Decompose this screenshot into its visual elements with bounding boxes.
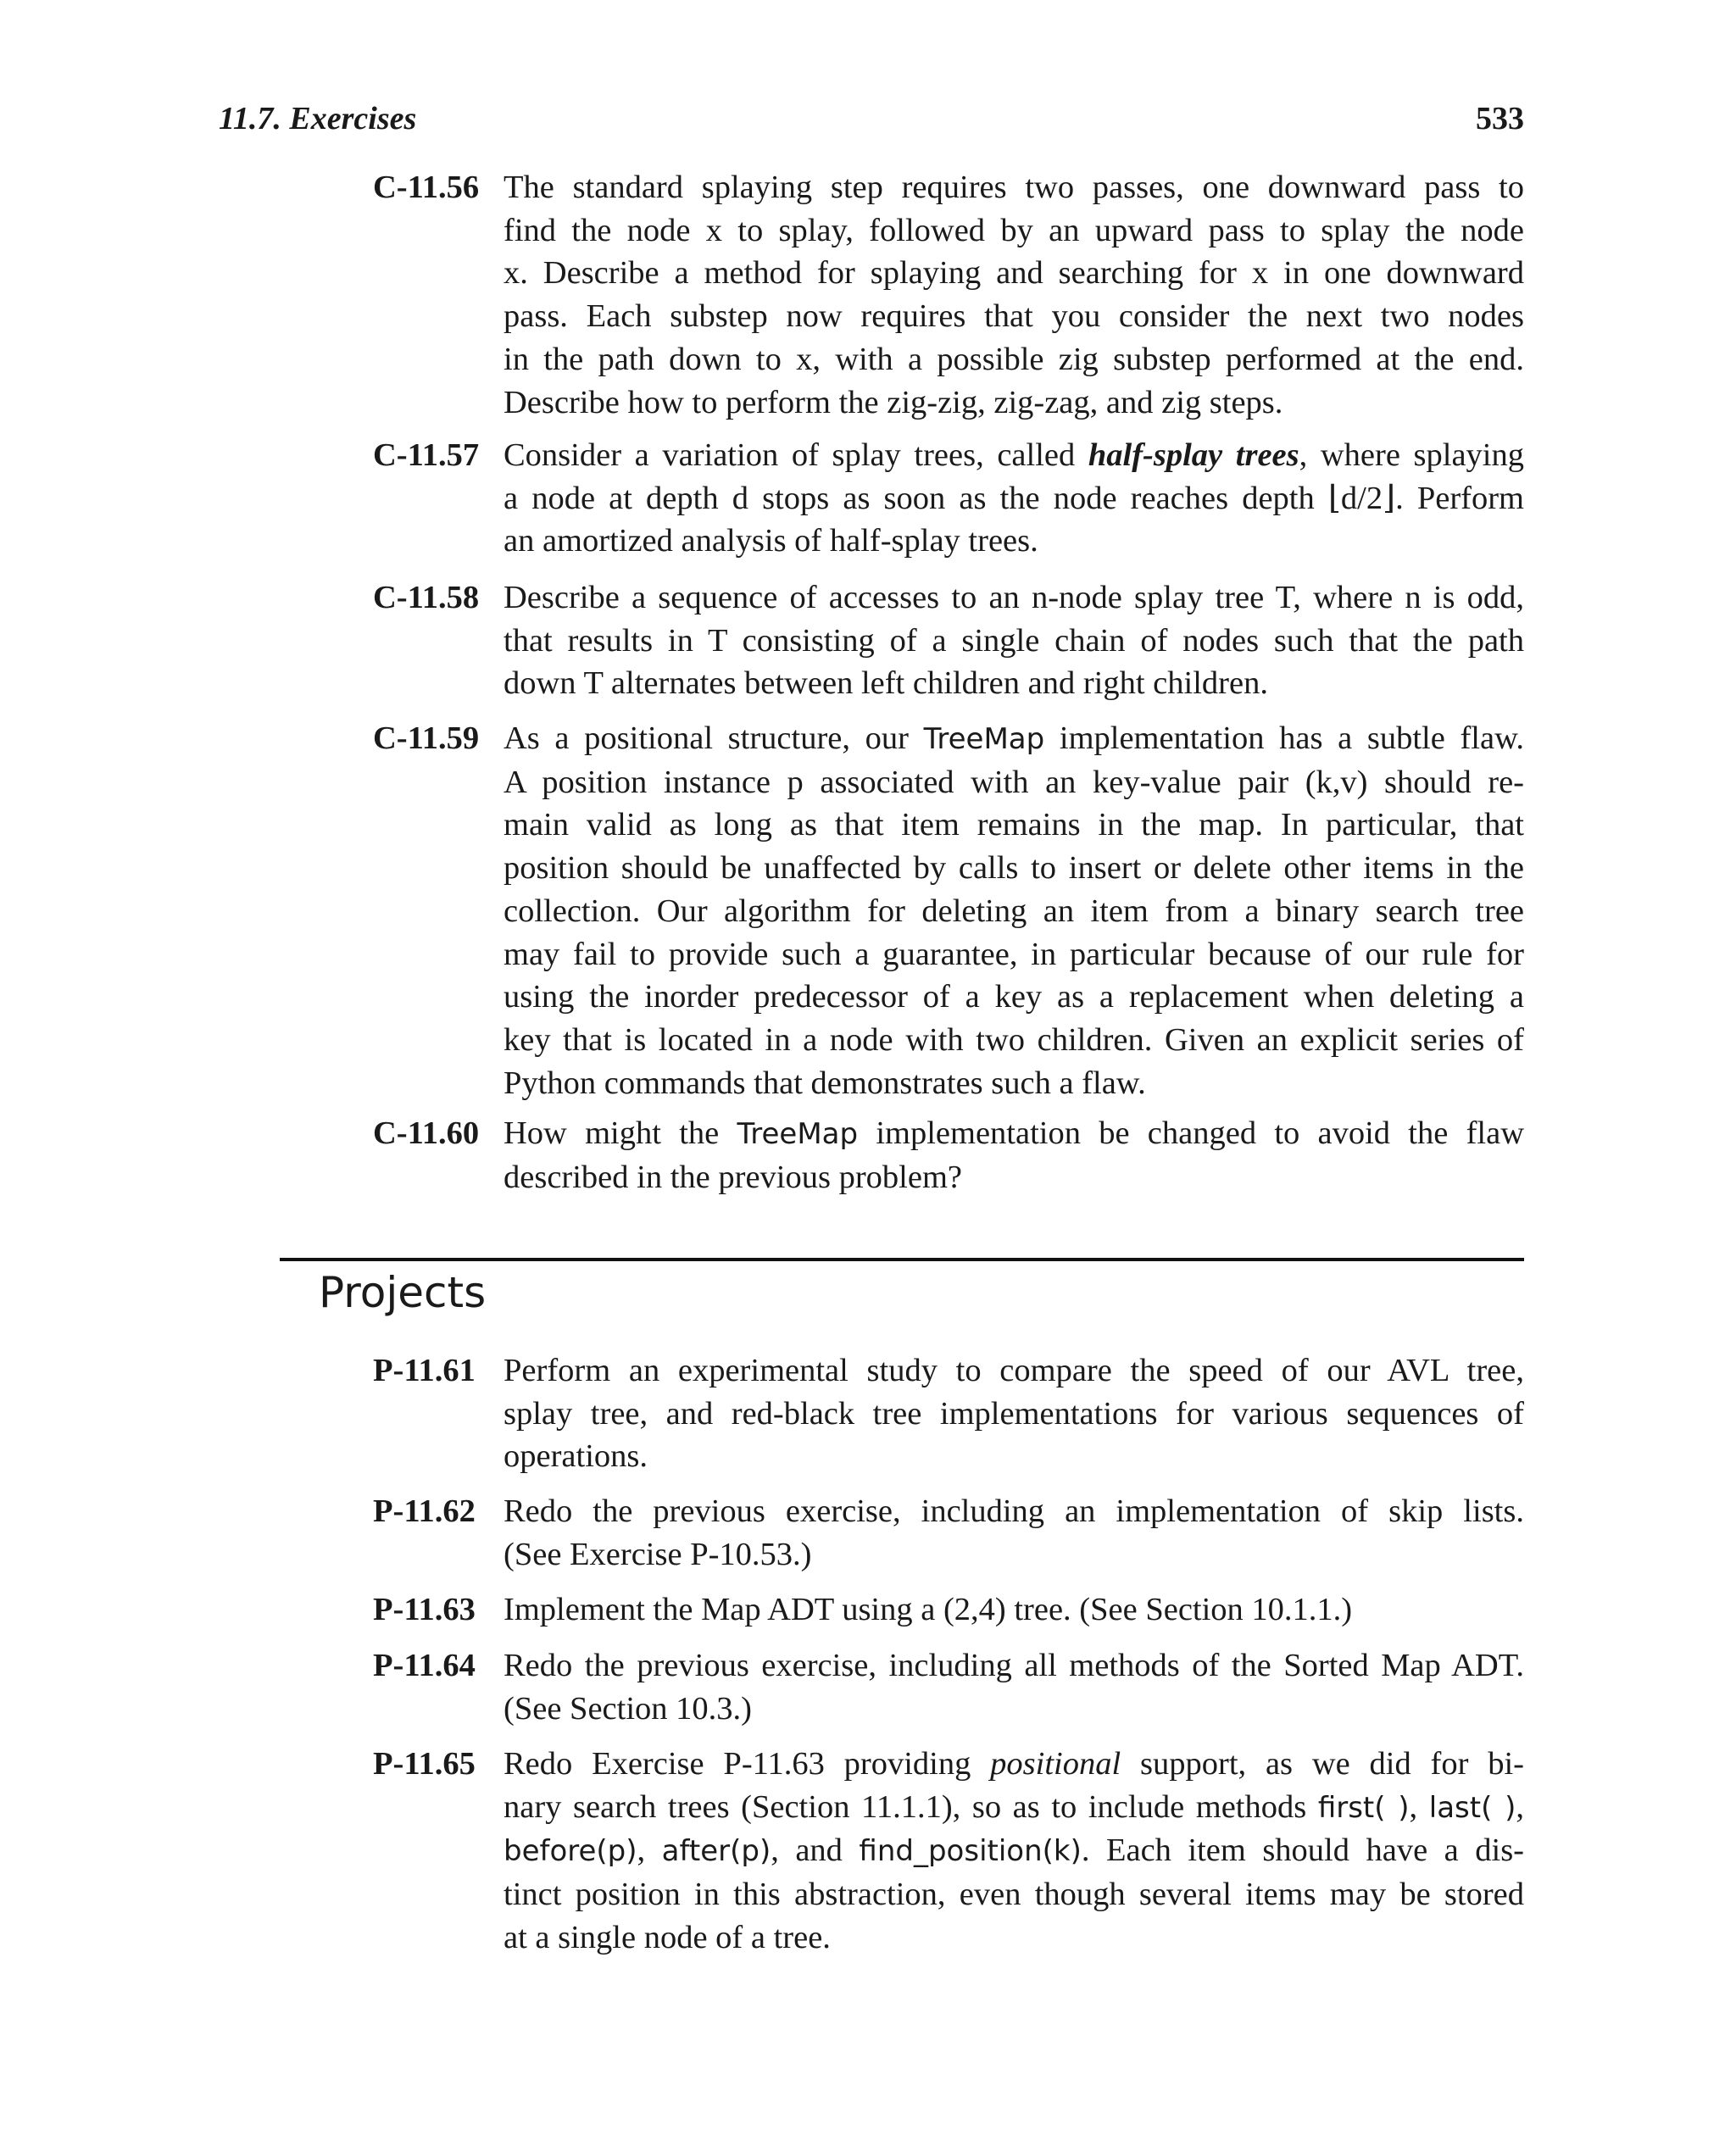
text-line: described in the previous problem? [504, 1159, 962, 1195]
exercise-text [504, 434, 1524, 563]
text-line: Implement the Map ADT using a (2,4) tree. (See Section 10.1.1.) [504, 1592, 1353, 1627]
text-line: main valid as long as that item remains in the map. In particular, that [504, 807, 1524, 843]
exercise-number: C-11.57 [373, 437, 480, 473]
text-line: As a positional structure, our TreeMap implementation has a subtle flaw. [504, 720, 1525, 756]
text-line: Describe a sequence of accesses to an n-node splay tree T, where n is odd, [504, 580, 1524, 615]
exercise-text [504, 1112, 1524, 1198]
text-line: How might the TreeMap implementation be changed to avoid the flaw [504, 1115, 1524, 1151]
page-number: 533 [1476, 101, 1524, 136]
text-line: find the node x to splay, followed by an upward pass to splay the node [504, 212, 1524, 248]
text-line: Python commands that demonstrates such a flaw. [504, 1065, 1146, 1101]
text-line: down T alternates between left children and right children. [504, 665, 1268, 702]
exercise-number: C-11.60 [373, 1115, 480, 1151]
exercise-number: P-11.64 [373, 1648, 476, 1683]
exercise-text [504, 1644, 1524, 1730]
exercise-number: P-11.63 [373, 1592, 476, 1627]
text-line: nary search trees (Section 11.1.1), so as to include methods first( ), last( ), [504, 1788, 1525, 1825]
text-line: in the path down to x, with a possible zig substep performed at the end. [504, 341, 1524, 377]
text-line: tinct position in this abstraction, even though several items may be stored [504, 1877, 1524, 1913]
text-line: Describe how to perform the zig-zig, zig-zag, and zig steps. [504, 384, 1283, 420]
text-line: operations. [504, 1438, 648, 1475]
exercise-number: P-11.62 [373, 1493, 476, 1529]
text-line: collection. Our algorithm for deleting an item from a binary search tree [504, 893, 1524, 929]
text-line: that results in T consisting of a single chain of nodes such that the path [504, 622, 1524, 659]
text-line: Perform an experimental study to compare the speed of our AVL tree, [504, 1353, 1524, 1388]
exercise-text [504, 1349, 1524, 1478]
section-divider [280, 1258, 1524, 1261]
text-line: using the inorder predecessor of a key as a replacement when deleting a [504, 979, 1524, 1015]
exercise-text [504, 1743, 1524, 1960]
text-line: position should be unaffected by calls to insert or delete other items in the [504, 850, 1524, 887]
text-line: splay tree, and red-black tree implementations for various sequences of [504, 1395, 1524, 1432]
text-line: The standard splaying step requires two passes, one downward pass to [504, 170, 1524, 205]
exercise-text [504, 1588, 1524, 1632]
text-line: key that is located in a node with two children. Given an explicit series of [504, 1021, 1524, 1058]
exercise-text [504, 576, 1524, 705]
text-line: Redo Exercise P-11.63 providing positional support, as we did for bi- [504, 1746, 1524, 1782]
running-header [219, 100, 1524, 151]
exercise-number: C-11.58 [373, 580, 480, 615]
text-line: before(p), after(p), and find_position(k). Each item should have a dis- [504, 1832, 1524, 1869]
exercise-text [504, 1490, 1524, 1576]
projects-heading: Projects [319, 1268, 487, 1317]
text-line: Redo the previous exercise, including an implementation of skip lists. [504, 1493, 1524, 1529]
text-line: may fail to provide such a guarantee, in particular because of our rule for [504, 936, 1524, 972]
exercise-number: C-11.59 [373, 720, 480, 756]
text-line: (See Section 10.3.) [504, 1690, 752, 1727]
exercise-number: P-11.61 [373, 1353, 476, 1388]
text-line: a node at depth d stops as soon as the node reaches depth ⌊d/2⌋. Perform [504, 480, 1524, 516]
text-line: Consider a variation of splay trees, called half-splay trees, where splaying [504, 437, 1524, 473]
text-line: x. Describe a method for splaying and searching for x in one downward [504, 255, 1524, 292]
section-title: 11.7. Exercises [219, 101, 417, 136]
exercise-text [504, 717, 1524, 1104]
exercise-text [504, 166, 1524, 424]
text-line: A position instance p associated with an key-value pair (k,v) should re- [504, 764, 1524, 800]
text-line: pass. Each substep now requires that you consider the next two nodes [504, 298, 1524, 335]
text-line: at a single node of a tree. [504, 1919, 831, 1955]
text-line: Redo the previous exercise, including all methods of the Sorted Map ADT. [504, 1648, 1524, 1683]
exercise-number: C-11.56 [373, 170, 480, 205]
exercise-number: P-11.65 [373, 1746, 476, 1782]
text-line: an amortized analysis of half-splay trees. [504, 523, 1038, 559]
text-line: (See Exercise P-10.53.) [504, 1536, 812, 1572]
